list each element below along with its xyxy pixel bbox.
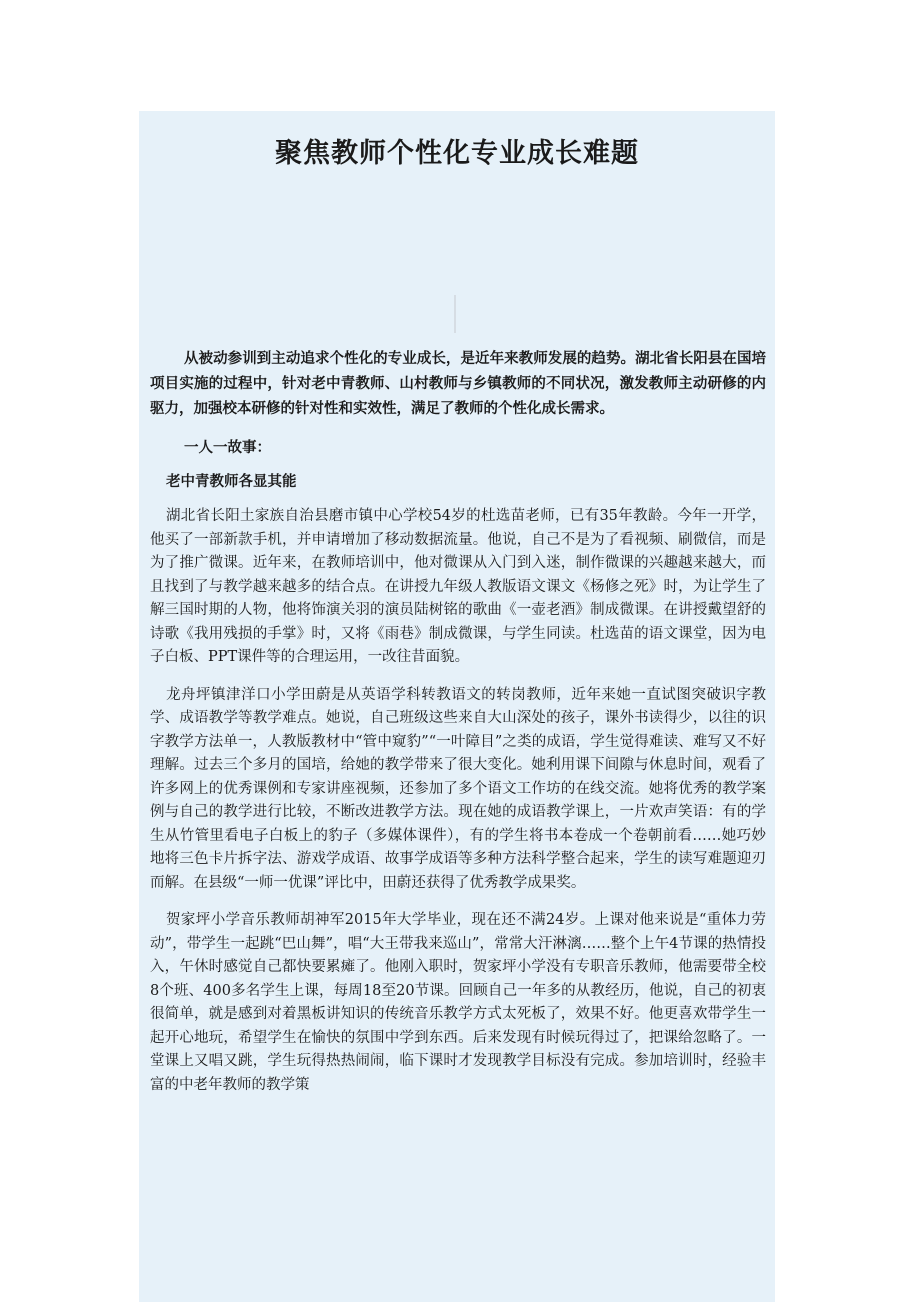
body-paragraph-3: 贺家坪小学音乐教师胡神军2015年大学毕业，现在还不满24岁。上课对他来说是“重体力劳动”，带学生一起跳“巴山舞”，唱“大王带我来巡山”，常常大汗淋漓……整个上午4节课的热情投入，午休时感觉自己都快要累瘫了。他刚入职时，贺家坪小学没有专职音乐教师，他需要带全校8个班、400多名学生上课，每周18至20节课。回顾自己一年多的从教经历，他说，自己的初衷很简单，就是感到对着黑板讲知识的传统音乐教学方式太死板了，效果不好。他更喜欢带学生一起开心地玩，希望学生在愉快的氛围中学到东西。后来发现有时候玩得过了，把课给忽略了。一堂课上又唱又跳，学生玩得热热闹闹，临下课时才发现教学目标没有完成。参加培训时，经验丰富的中老年教师的教学策 <box>150 912 766 1093</box>
body-paragraph-2: 龙舟坪镇津洋口小学田蔚是从英语学科转教语文的转岗教师，近年来她一直试图突破识字教学、成语教学等教学难点。她说，自己班级这些来自大山深处的孩子，课外书读得少，以往的识字教学方法单一，人教版教材中“管中窥豹”“一叶障目”之类的成语，学生觉得难读、难写又不好理解。过去三个多月的国培，给她的教学带来了很大变化。她利用课下间隙与休息时间，观看了许多网上的优秀课例和专家讲座视频，还参加了多个语文工作坊的在线交流。她将优秀的教学案例与自己的教学进行比较，不断改进教学方法。现在她的成语教学课上，一片欢声笑语：有的学生从竹管里看电子白板上的豹子（多媒体课件），有的学生将书本卷成一个卷朝前看……她巧妙地将三色卡片拆字法、游戏学成语、故事学成语等多种方法科学整合起来，学生的读写难题迎刃而解。在县级“一师一优课”评比中，田蔚还获得了优秀教学成果奖。 <box>150 686 766 891</box>
text-cursor-mark <box>454 295 456 333</box>
document-title: 聚焦教师个性化专业成长难题 <box>275 138 639 169</box>
document-page <box>139 111 775 1302</box>
body-paragraph-1: 湖北省长阳土家族自治县磨市镇中心学校54岁的杜选苗老师，已有35年教龄。今年一开学，他买了一部新款手机，并申请增加了移动数据流量。他说，自己不是为了看视频、刷微信，而是为了推广微课。近年来，在教师培训中，他对微课从入门到入迷，制作微课的兴趣越来越大，而且找到了与教学越来越多的结合点。在讲授九年级人教版语文课文《杨修之死》时，为让学生了解三国时期的人物，他将饰演关羽的演员陆树铭的歌曲《一壶老酒》制成微课。在讲授戴望舒的诗歌《我用残损的手掌》时，又将《雨巷》制成微课，与学生同读。杜选苗的语文课堂，因为电子白板、PPT课件等的合理运用，一改往昔面貌。 <box>150 508 766 665</box>
sub-heading: 老中青教师各显其能 <box>166 474 297 490</box>
lead-paragraph: 从被动参训到主动追求个性化的专业成长，是近年来教师发展的趋势。湖北省长阳县在国培项目实施的过程中，针对老中青教师、山村教师与乡镇教师的不同状况，激发教师主动研修的内驱力，加强校本研修的针对性和实效性，满足了教师的个性化成长需求。 <box>150 351 766 417</box>
document-body <box>150 347 766 1111</box>
section-heading: 一人一故事： <box>184 440 271 456</box>
